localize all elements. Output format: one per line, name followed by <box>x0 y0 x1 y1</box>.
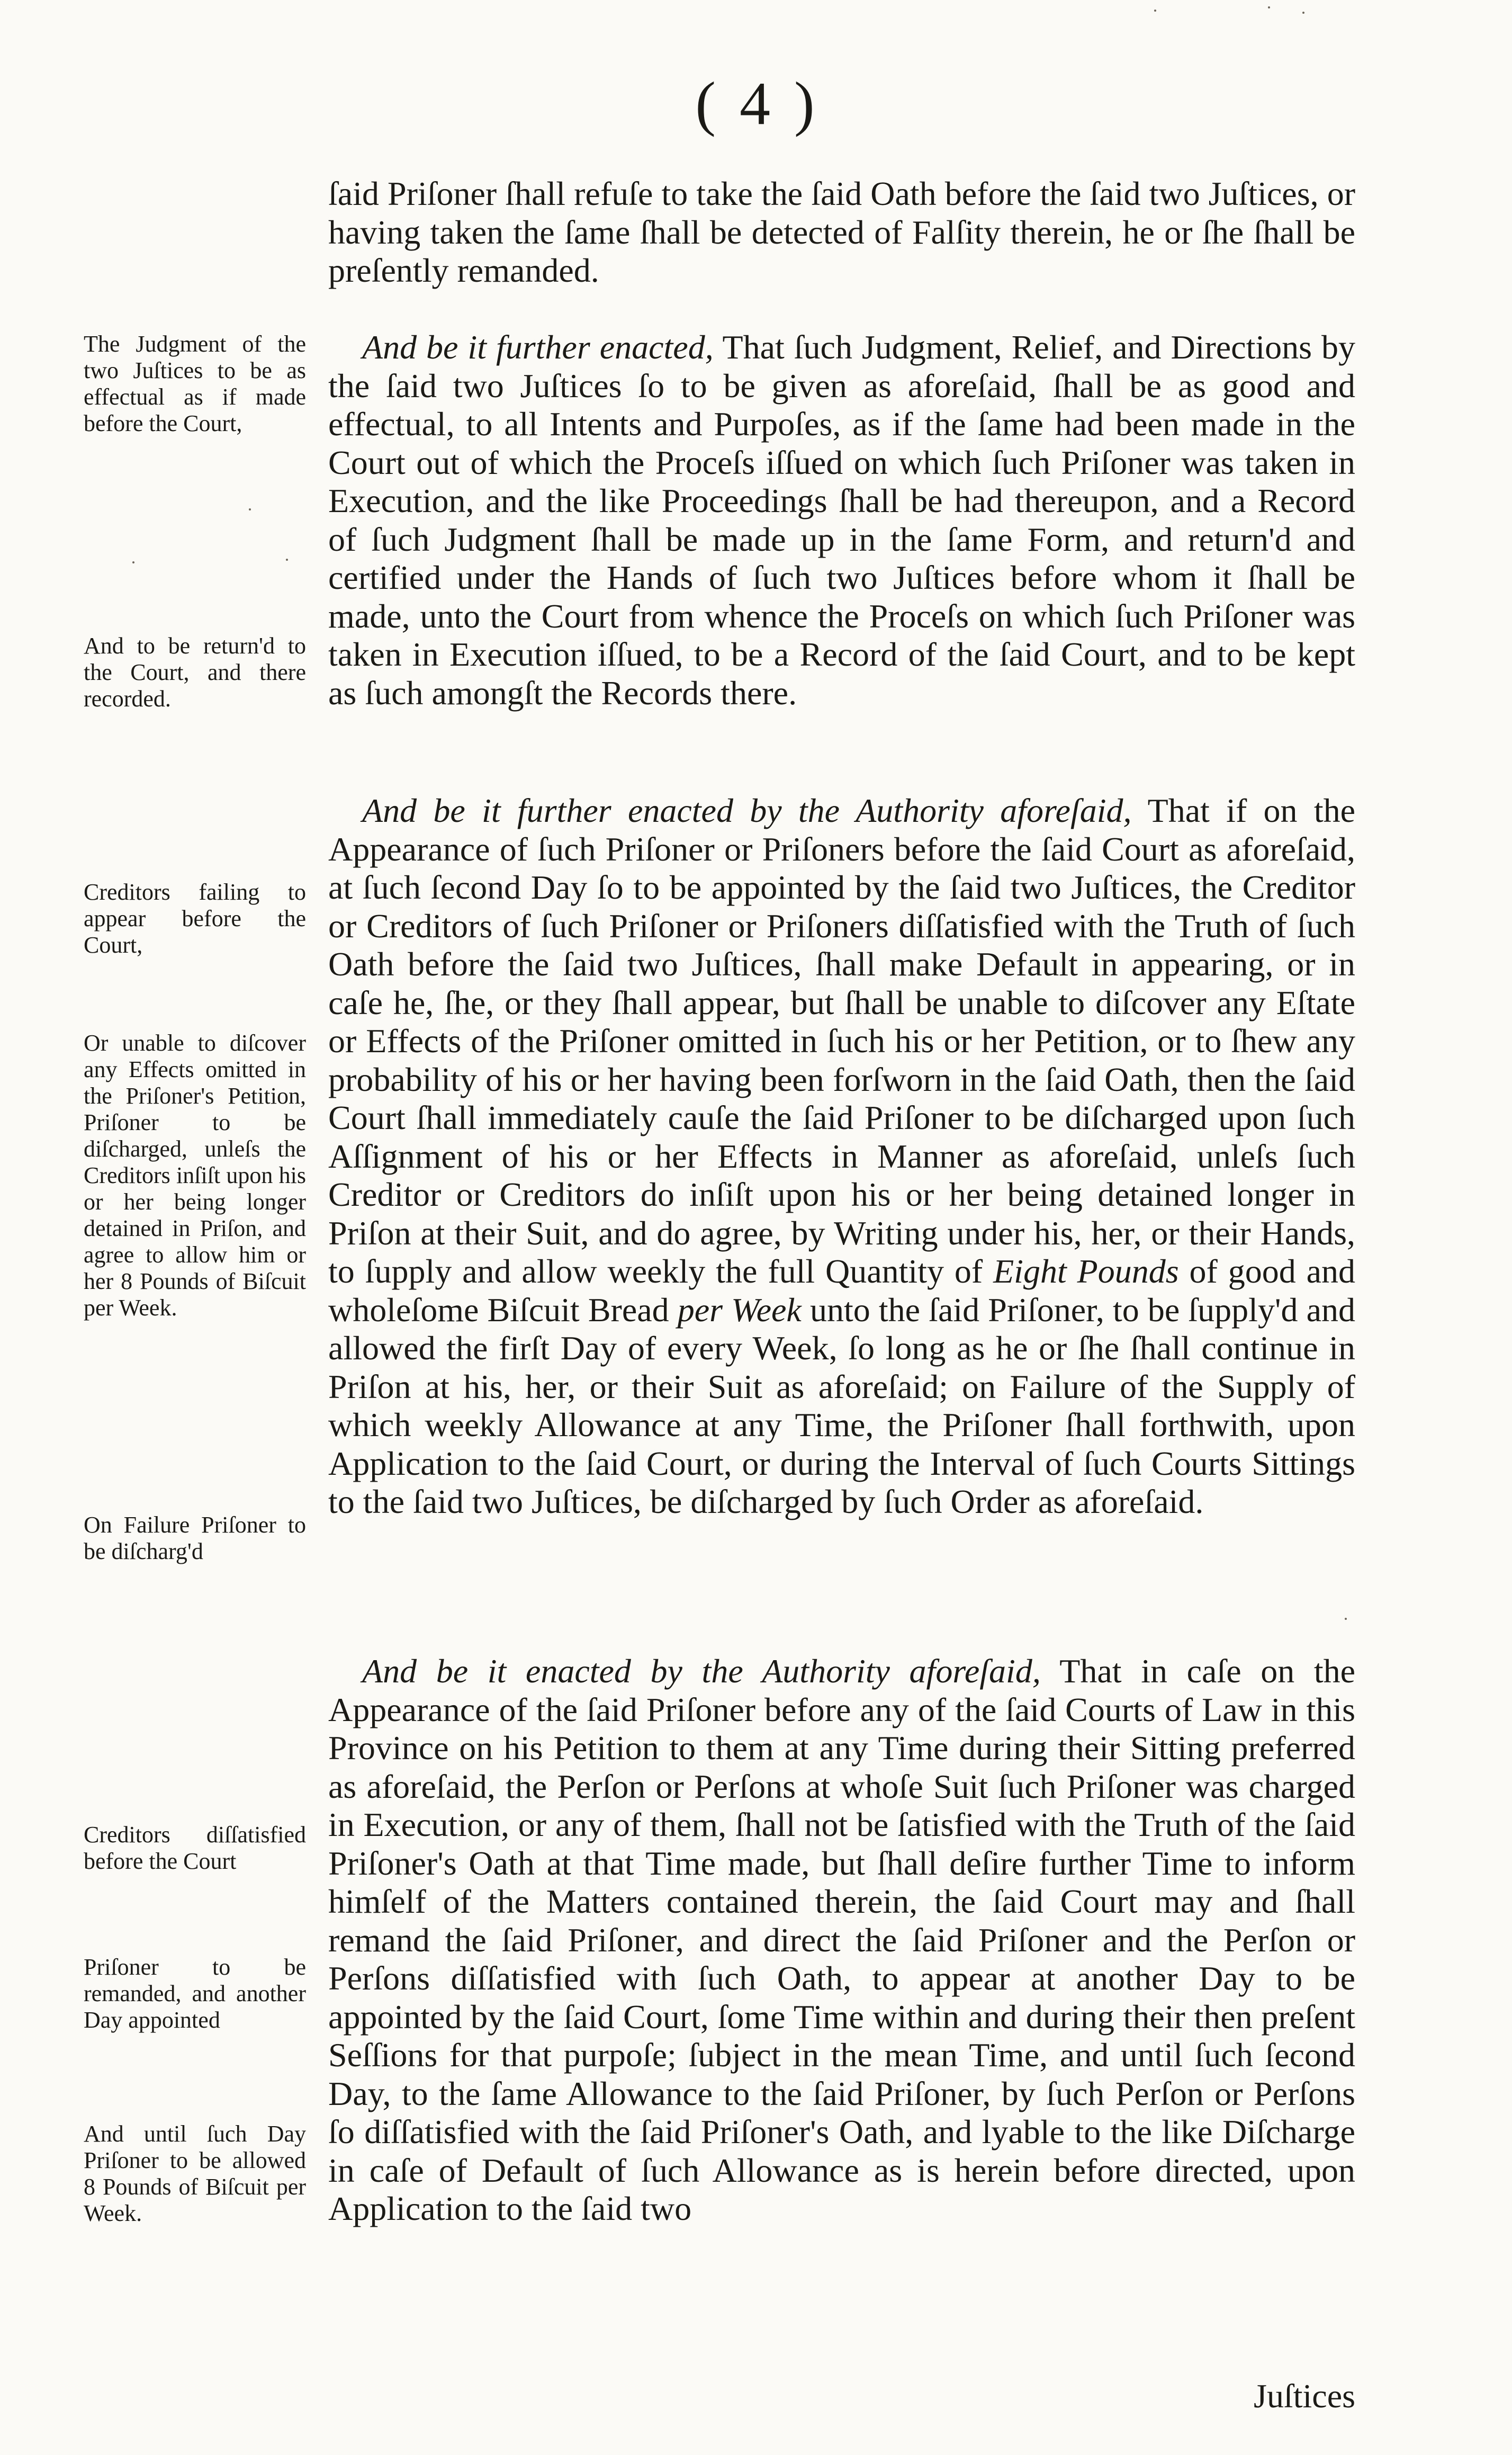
paragraph-creditors-dissatisfied <box>328 1652 1355 2228</box>
italic-quantity: Eight Pounds <box>993 1252 1179 1290</box>
paragraph-text: unto the ſaid Priſoner, to be ſupply'd and allowed the firſt Day of every Week, ſo long as he or ſhe ſhall continue in Priſon at his, her, or their Suit as aforeſaid; on Failure of the Supply of which weekly Allowance at any Time, the Priſoner ſhall forthwith, upon Application to the ſaid Court, or during the Interval of ſuch Courts Sittings to the ſaid two Juſtices, be diſcharged by ſuch Order as aforeſaid. <box>328 1291 1356 1520</box>
margin-note-remanded: Priſoner to be remanded, and another Day appointed <box>84 1954 306 2033</box>
continuation-paragraph <box>328 175 1355 290</box>
paragraph-judgment <box>328 328 1355 712</box>
paragraph-creditors-body <box>328 792 1355 1521</box>
margin-note-judgment: The Judgment of the two Juſtices to be as effectual as if made before the Court, <box>84 331 306 436</box>
paragraph-text: That in caſe on the Appearance of the ſaid Priſoner before any of the ſaid Courts of Law in this Province on his Petition to them at any Time during their Sitting preferred as aforeſaid, the Perſon or Perſons at whoſe Suit ſuch Priſoner was charged in Execution, or any of them, ſhall not be ſatisfied with the Truth of the ſaid Priſoner's Oath at that Time made, but ſhall deſire further Time to inform himſelf of the Matters contained therein, the ſaid Court may and ſhall remand the ſaid Priſoner, and direct the ſaid Priſoner and the Perſon or Perſons diſſatisfied with ſuch Oath, to appear at another Day to be appointed by the ſaid Court, ſome Time within and during their then preſent Seſſions for that purpoſe; ſubject in the mean Time, and until ſuch ſecond Day, to the ſame Allowance to the ſaid Priſoner, by ſuch Perſon or Perſons ſo diſſatisfied with the ſaid Priſoner's Oath, and lyable to the like Diſcharge in caſe of Default of ſuch Allowance as is herein before directed, upon Application to the ſaid two <box>328 1652 1356 2227</box>
paragraph-creditors-default <box>328 792 1355 1521</box>
paragraph-text: That if on the Appearance of ſuch Priſoner or Priſoners before the ſaid Court as aforeſaid, at ſuch ſecond Day ſo to be appointed by the ſaid two Juſtices, the Creditor or Creditors of ſuch Priſoner or Priſoners diſſatisfied with the Truth of ſuch Oath before the ſaid two Juſtices, ſhall make Default in appearing, or in caſe he, ſhe, or they ſhall appear, but ſhall be unable to diſcover any Eſtate or Effects of the Priſoner omitted in ſuch his or her Petition, or to ſhew any probability of his or her having been forſworn in the ſaid Oath, then the ſaid Court ſhall immediately cauſe the ſaid Priſoner to be diſcharged upon ſuch Aſſignment of his or her Effects in Manner as aforeſaid, unleſs ſuch Creditor or Creditors do inſiſt upon his or her being detained longer in Priſon at their Suit, and do agree, by Writing under his, her, or their Hands, to ſupply and allow weekly the full Quantity of <box>328 792 1355 1290</box>
paper-speck <box>1302 12 1304 14</box>
paper-speck <box>249 508 251 510</box>
enacting-clause: And be it enacted by the Authority aforeſaid, <box>362 1652 1041 1690</box>
margin-note-creditors-failing: Creditors failing to appear before the Court, <box>84 879 306 958</box>
continuation-text: ſaid Priſoner ſhall refuſe to take the ſaid Oath before the ſaid two Juſtices, or having taken the ſame ſhall be detected of Falſity therein, he or ſhe ſhall be preſently remanded. <box>328 175 1355 289</box>
paper-speck <box>1154 10 1156 12</box>
paragraph-dissatisfied-body <box>328 1652 1355 2228</box>
paper-speck <box>286 559 288 561</box>
paper-speck <box>1345 1618 1347 1620</box>
enacting-clause: And be it further enacted by the Authority aforeſaid, <box>362 792 1132 829</box>
paragraph-judgment-body <box>328 328 1355 712</box>
margin-note-on-failure: On Failure Priſoner to be diſcharg'd <box>84 1512 306 1564</box>
page-number: ( 4 ) <box>695 70 819 138</box>
paper-speck <box>1268 6 1270 8</box>
margin-note-returned: And to be return'd to the Court, and there recorded. <box>84 633 306 712</box>
paragraph-text: That ſuch Judgment, Relief, and Directions by the ſaid two Juſtices ſo to be given as aforeſaid, ſhall be as good and effectual, to all Intents and Purpoſes, as if the ſame had been made in the Court out of which the Proceſs iſſued on which ſuch Priſoner was taken in Execution, and the like Proceedings ſhall be had thereupon, and a Record of ſuch Judgment ſhall be made up in the ſame Form, and return'd and certified under the Hands of ſuch two Juſtices before whom it ſhall be made, unto the Court from whence the Proceſs on which ſuch Priſoner was taken in Execution iſſued, to be a Record of the ſaid Court, and to be kept as ſuch amongſt the Records there. <box>328 328 1356 712</box>
margin-note-allowance: And until ſuch Day Priſoner to be allowed 8 Pounds of Biſcuit per Week. <box>84 2121 306 2226</box>
margin-note-unable-discover: Or unable to diſcover any Effects omitted in the Priſoner's Petition, Priſoner to be diſcharged, unleſs the Creditors inſiſt upon his or her being longer detained in Priſon, and agree to allow him or her 8 Pounds of Biſcuit per Week. <box>84 1030 306 1321</box>
paragraph-text: of good and wholeſome Biſcuit Bread <box>328 1252 1356 1329</box>
enacting-clause: And be it further enacted, <box>362 328 714 366</box>
paper-speck <box>132 561 134 563</box>
italic-per-week: per Week <box>677 1291 802 1329</box>
margin-note-dissatisfied: Creditors diſſatisfied before the Court <box>84 1822 306 1874</box>
catchword: Juſtices <box>1254 2377 1355 2415</box>
